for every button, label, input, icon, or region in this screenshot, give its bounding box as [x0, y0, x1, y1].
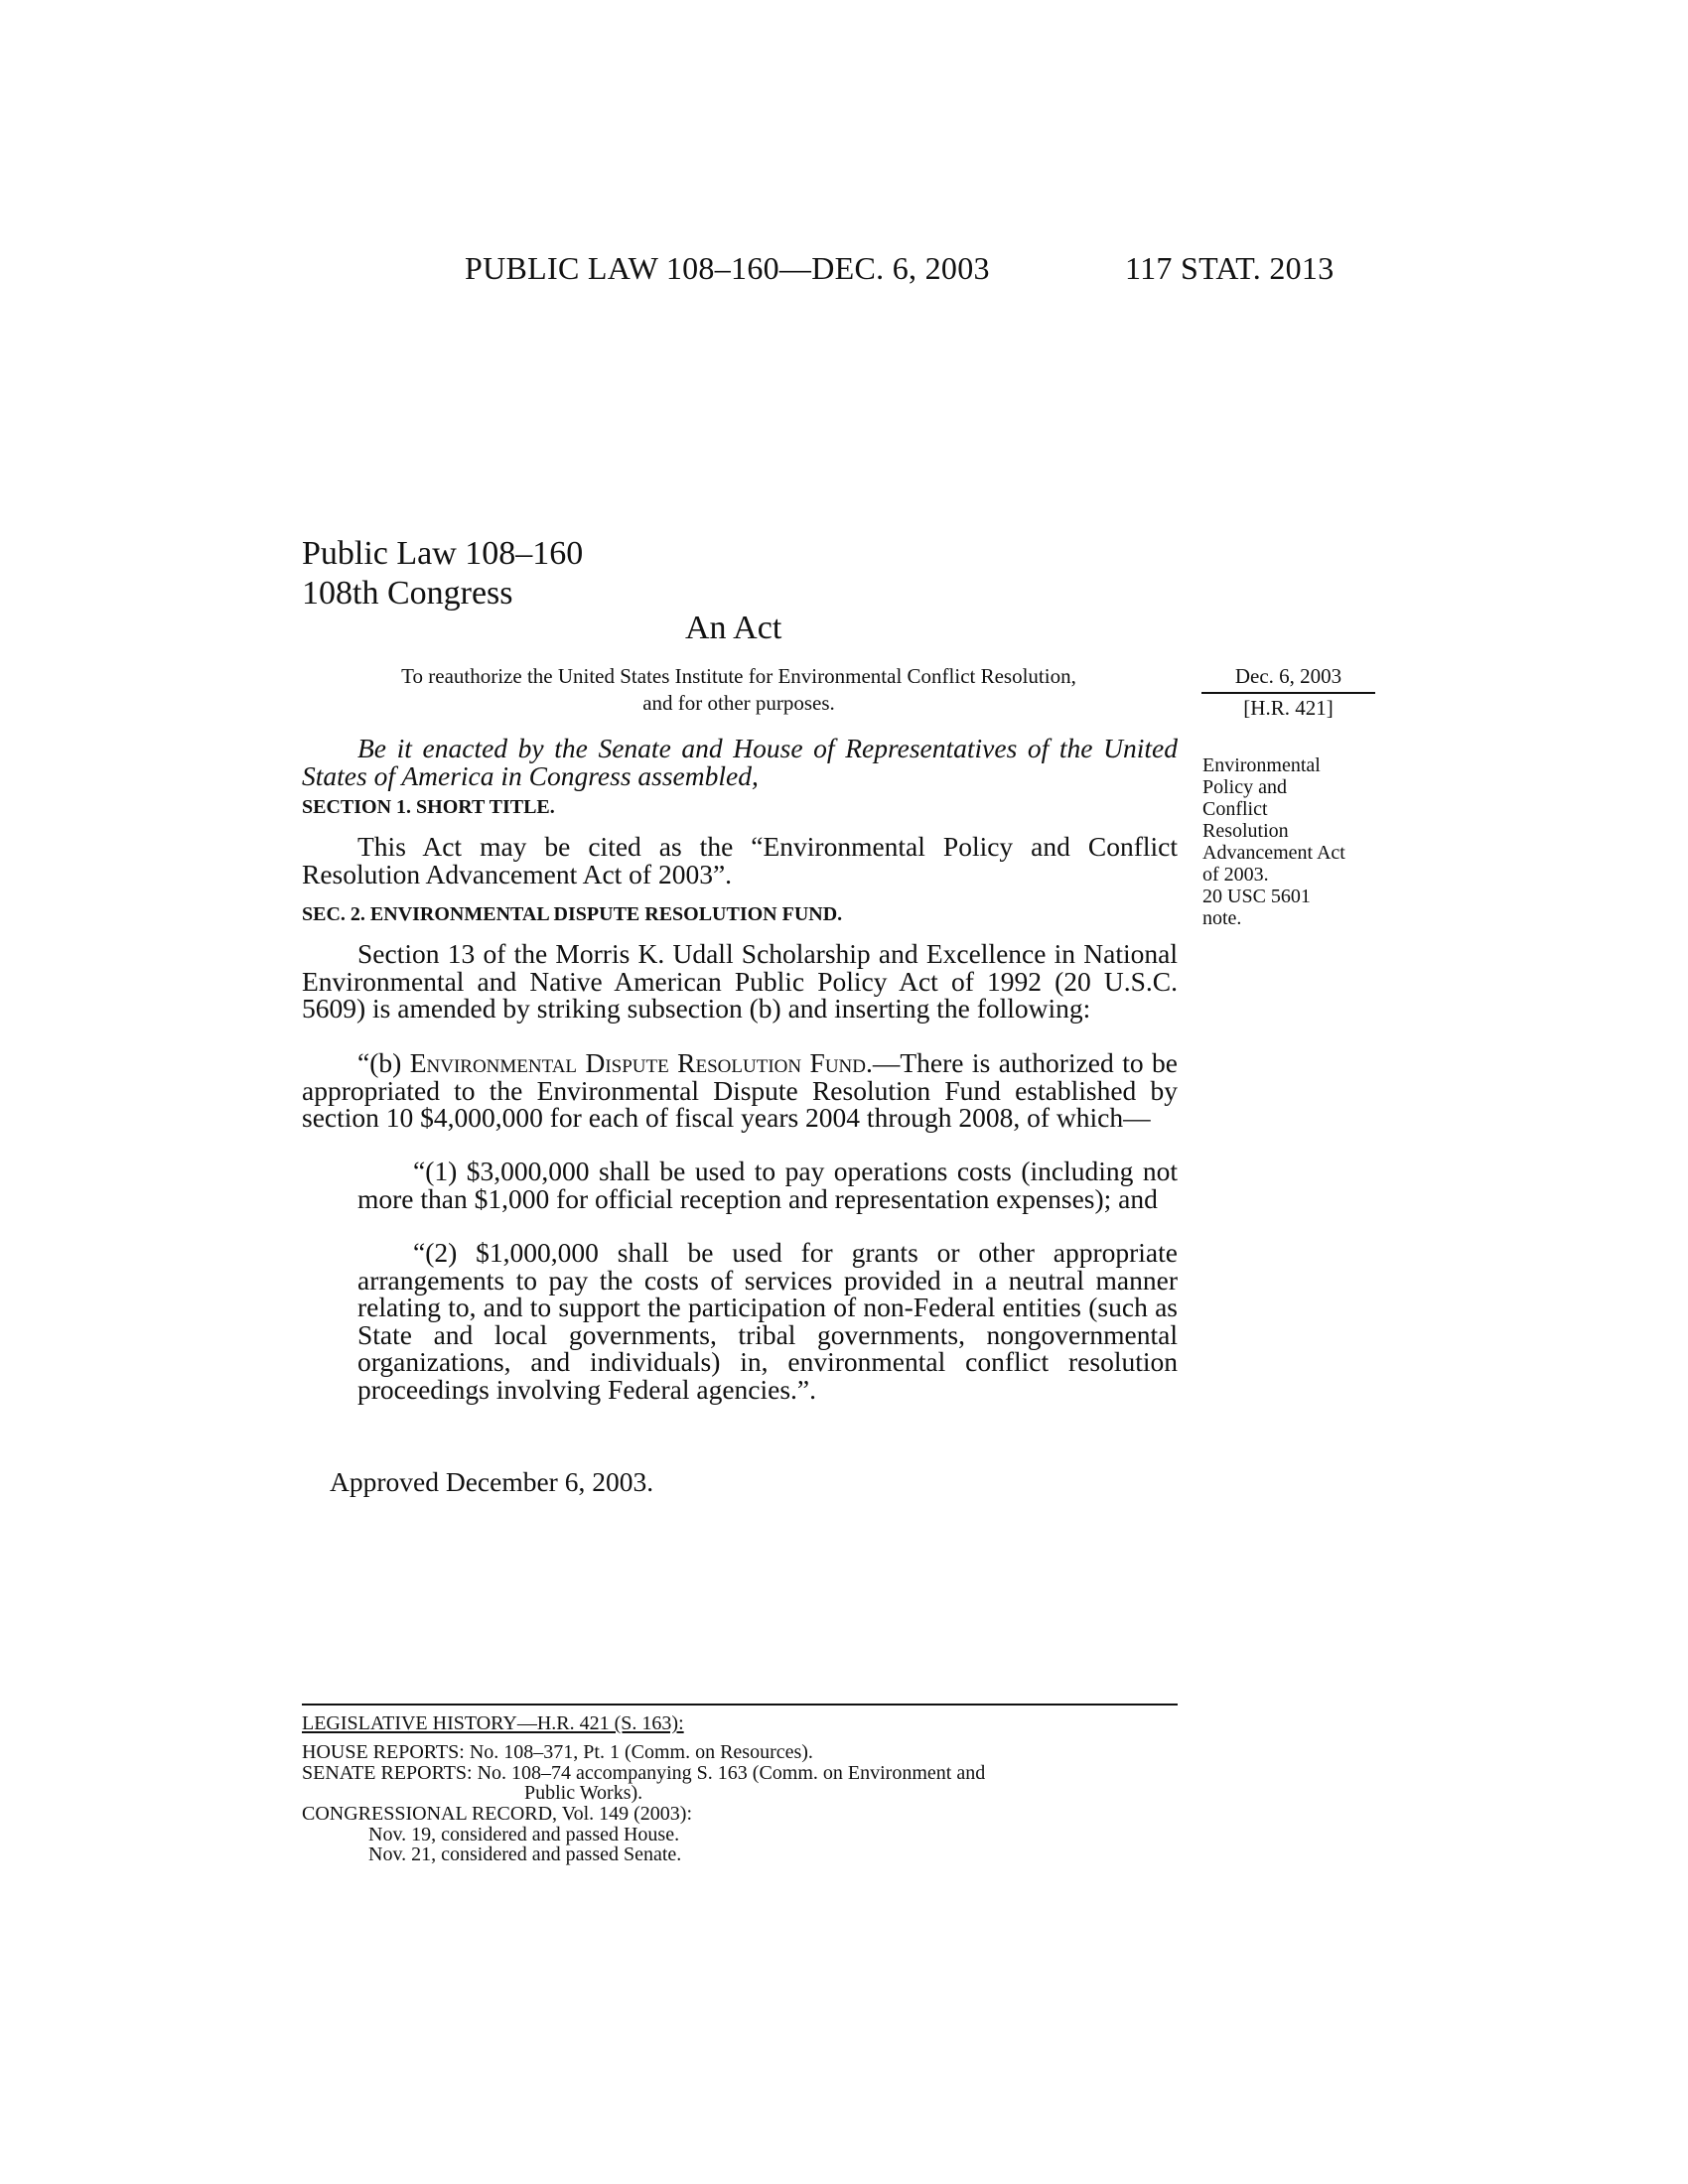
- congressional-record: CONGRESSIONAL RECORD, Vol. 149 (2003):: [302, 1803, 692, 1825]
- subsection-b-text: .—There is authorized to be appropriated to the Environmental Dispute Resolution Fund established by section 10 $4,000,000 for each of fiscal years 2004 through 2008, of which—: [302, 1047, 1178, 1133]
- margin-bill-number: [H.R. 421]: [1243, 696, 1334, 720]
- margin-note-line: Resolution: [1202, 820, 1289, 842]
- margin-date: Dec. 6, 2003: [1234, 664, 1342, 688]
- subsection-b-heading: Environmental Dispute Resolution Fund: [409, 1047, 866, 1078]
- senate-action: Nov. 21, considered and passed Senate.: [368, 1843, 682, 1865]
- purpose-line-2: and for other purposes.: [642, 691, 835, 715]
- act-label: An Act: [685, 610, 782, 646]
- law-number: Public Law 108–160: [302, 535, 584, 572]
- section-2-heading: SEC. 2. ENVIRONMENTAL DISPUTE RESOLUTION FUND.: [302, 903, 843, 925]
- approval-date: Approved December 6, 2003.: [330, 1466, 654, 1497]
- subsection-b-prefix: “(b): [357, 1047, 410, 1078]
- margin-note-line: Advancement Act: [1202, 842, 1345, 864]
- margin-note-line: note.: [1202, 907, 1242, 929]
- running-title: PUBLIC LAW 108–160—DEC. 6, 2003: [465, 250, 990, 286]
- legislative-history-title: LEGISLATIVE HISTORY—H.R. 421 (S. 163):: [302, 1712, 684, 1734]
- subsection-b: [302, 1049, 1178, 1132]
- margin-notes: [1202, 754, 1381, 929]
- purpose-clause: [302, 663, 1176, 717]
- footer-divider: [302, 1704, 1178, 1706]
- margin-divider: [1201, 692, 1375, 694]
- page-citation: 117 STAT. 2013: [1125, 250, 1335, 286]
- senate-reports: SENATE REPORTS: No. 108–74 accompanying S. 163 (Comm. on Environment and: [302, 1762, 986, 1784]
- house-reports: HOUSE REPORTS: No. 108–371, Pt. 1 (Comm. on Resources).: [302, 1741, 813, 1763]
- enacting-clause: Be it enacted by the Senate and House of Representatives of the United States of America in Congress assembled,: [302, 733, 1178, 791]
- margin-note-line: of 2003.: [1202, 864, 1269, 886]
- margin-note-line: 20 USC 5601: [1202, 886, 1311, 907]
- purpose-line-1: To reauthorize the United States Institute for Environmental Conflict Resolution,: [401, 664, 1076, 688]
- margin-note-line: Conflict: [1202, 798, 1268, 820]
- law-designation: [302, 534, 583, 614]
- paragraph-2: “(2) $1,000,000 shall be used for grants or other appropriate arrangements to pay the costs of services provided in a neutral manner relating to, and to support the participation of non-Federal entities (such as State and local governments, tribal governments, nongovernmental organizations, and individuals) in, environmental conflict resolution proceedings involving Federal agencies.”.: [357, 1237, 1178, 1405]
- paragraph-1: “(1) $3,000,000 shall be used to pay operations costs (including not more than $1,000 for official reception and representation expenses); and: [357, 1156, 1178, 1214]
- section-2-text: Section 13 of the Morris K. Udall Scholarship and Excellence in National Environmental and Native American Public Policy Act of 1992 (20 U.S.C. 5609) is amended by striking subsection (b) and inserting the following:: [302, 938, 1178, 1024]
- section-1-heading: SECTION 1. SHORT TITLE.: [302, 796, 555, 818]
- margin-note-line: Environmental: [1202, 754, 1321, 776]
- house-action: Nov. 19, considered and passed House.: [368, 1824, 680, 1845]
- section-1-text: This Act may be cited as the “Environmental Policy and Conflict Resolution Advancement Act of 2003”.: [302, 831, 1178, 889]
- margin-note-line: Policy and: [1202, 776, 1287, 798]
- senate-reports-continued: Public Works).: [524, 1782, 643, 1804]
- congress-number: 108th Congress: [302, 575, 513, 612]
